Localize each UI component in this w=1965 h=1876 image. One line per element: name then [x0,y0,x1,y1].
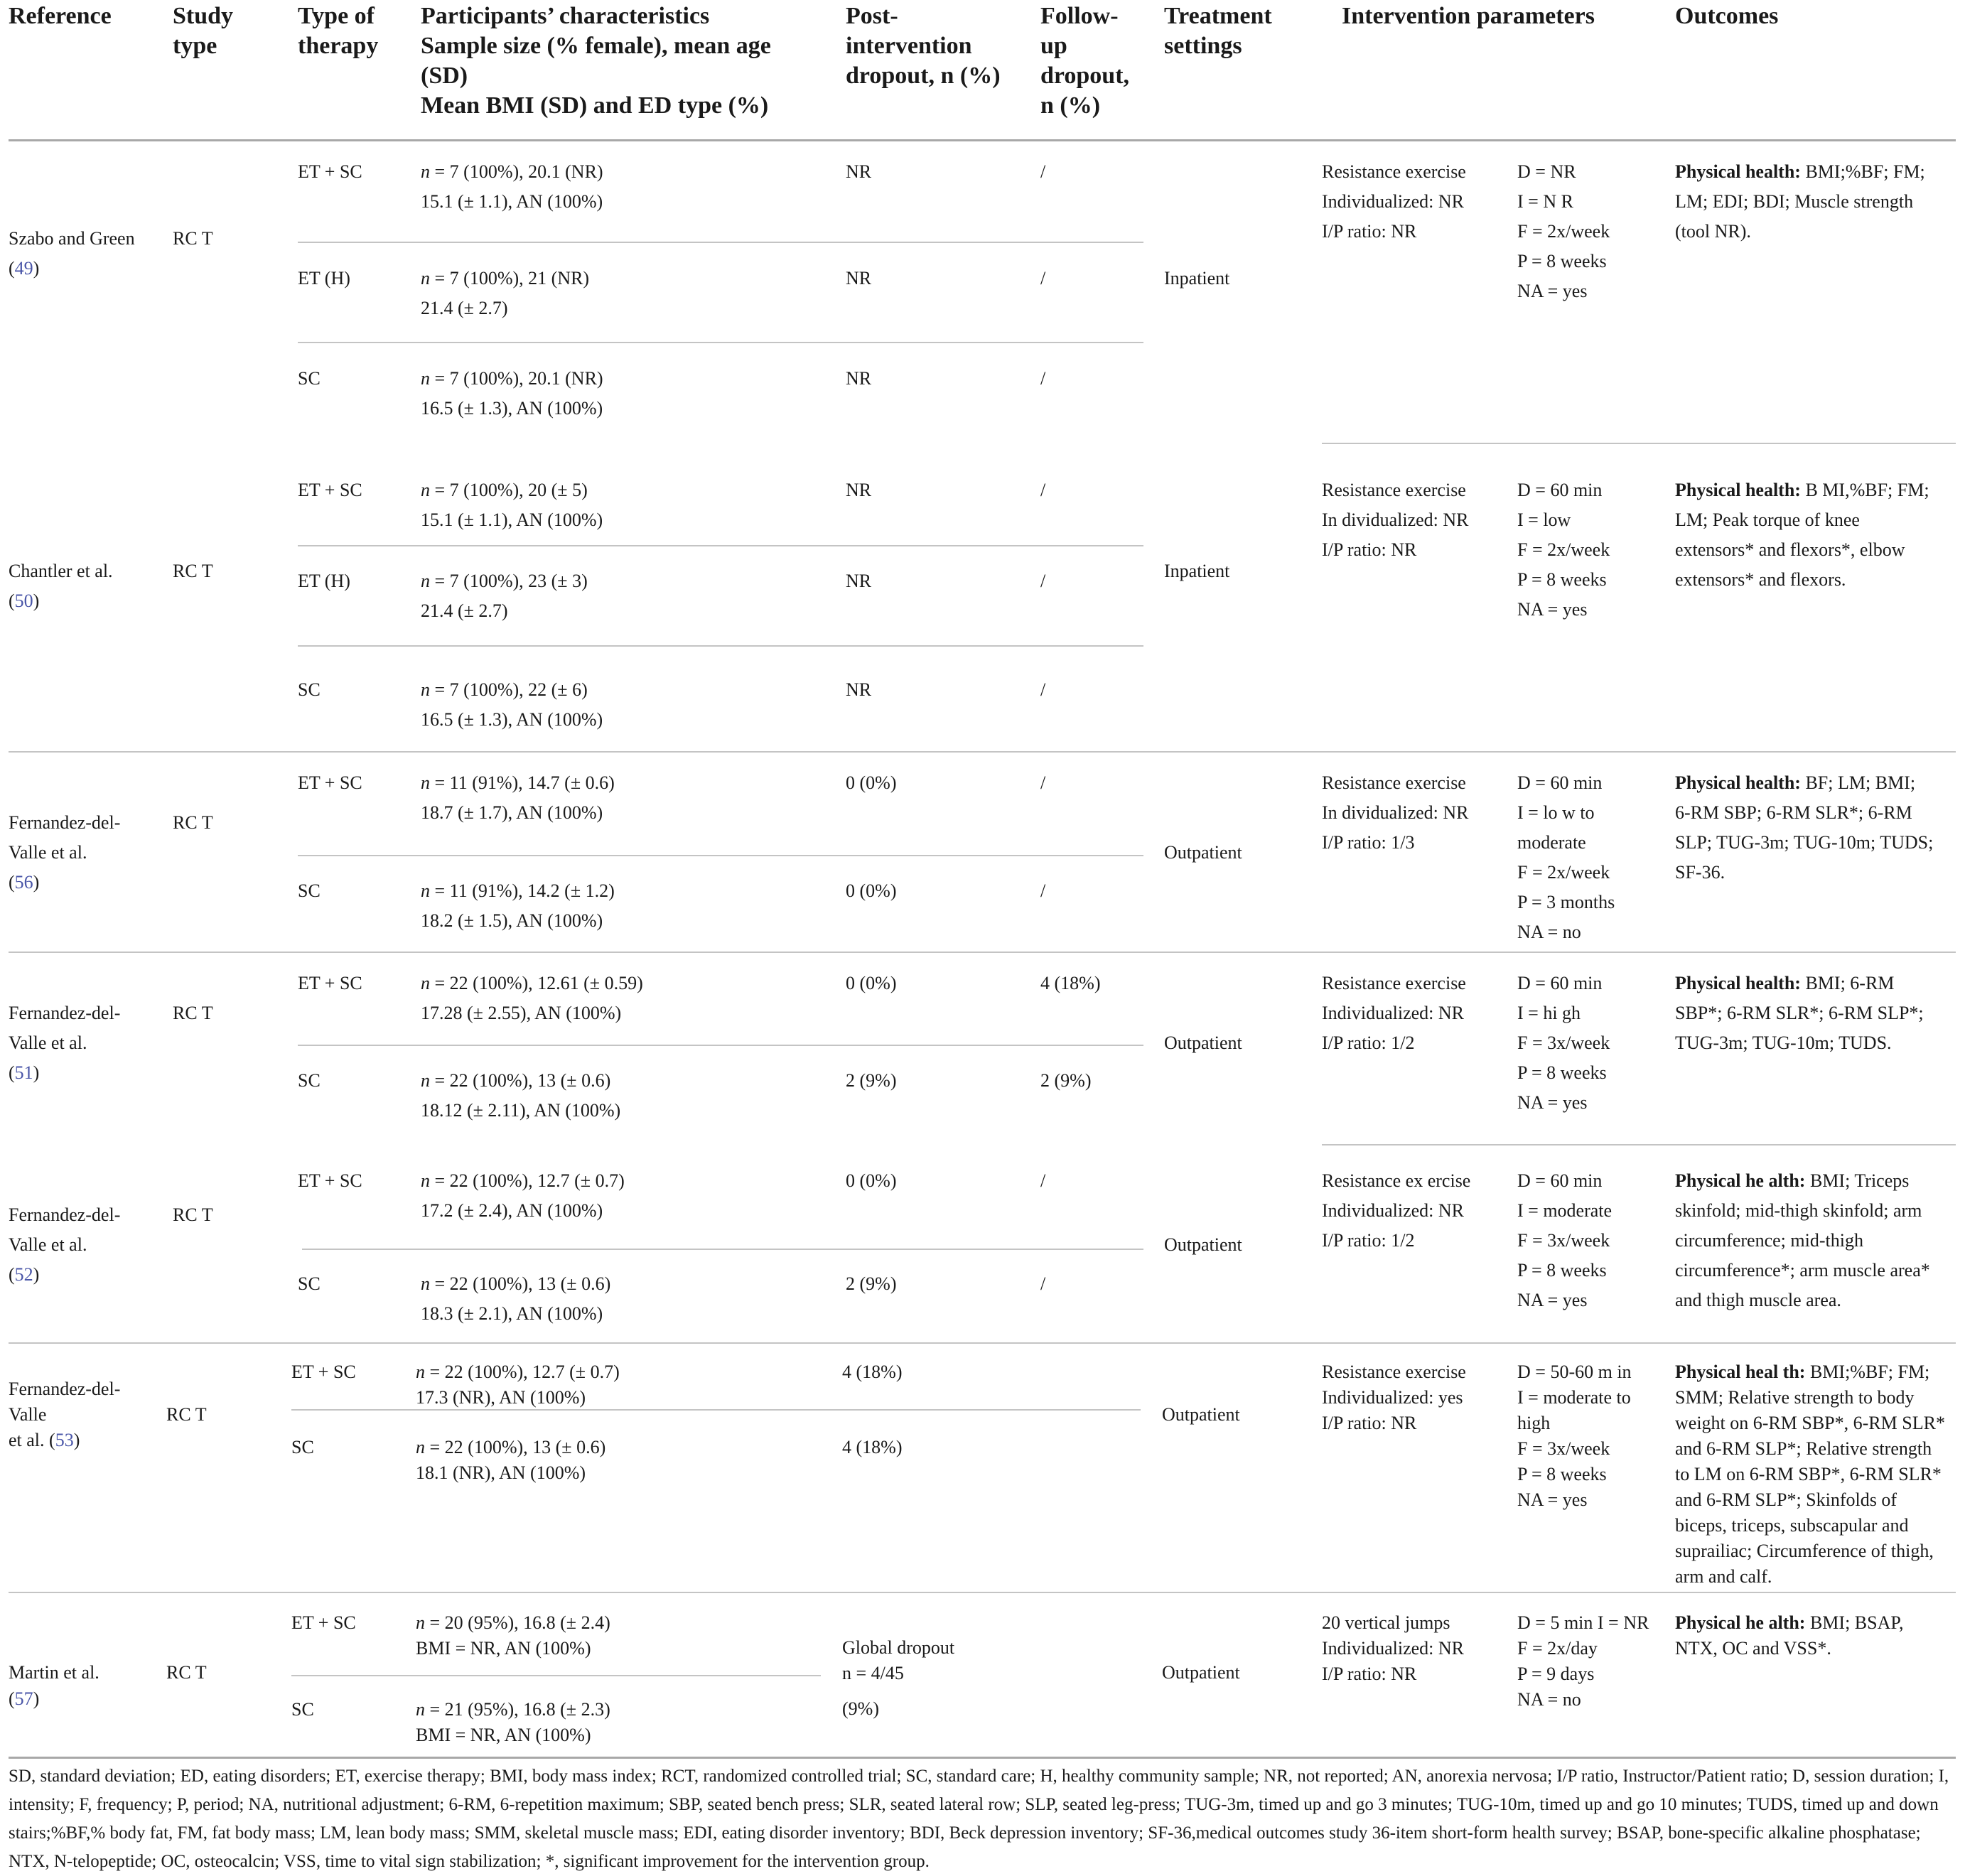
study-3-reference-2: Valle et al. [9,842,87,863]
outcome-line: skinfold; mid-thigh skinfold; arm [1675,1200,1922,1221]
header-reference: Reference [9,3,112,29]
study-3-citation: (56) [9,872,40,893]
participants-bmi: 17.2 (± 2.4), AN (100%) [421,1200,603,1221]
param-value: P = 8 weeks [1517,251,1607,271]
study-1-type: RC T [173,228,213,249]
header-study-type-2: type [173,33,217,59]
participants-bmi: 17.3 (NR), AN (100%) [416,1387,586,1408]
param-value: P = 8 weeks [1517,1062,1607,1083]
participants-bmi: 18.7 (± 1.7), AN (100%) [421,802,603,823]
citation-link[interactable]: 57 [14,1688,33,1709]
param-line: Individualized: NR [1322,1200,1465,1221]
participants-bmi: 21.4 (± 2.7) [421,298,508,318]
param-value: F = 2x/day [1517,1638,1598,1659]
participants-bmi: 16.5 (± 1.3), AN (100%) [421,398,603,419]
header-follow-1: Follow- [1040,3,1119,29]
param-value: high [1517,1413,1551,1433]
therapy-label: ET (H) [298,268,350,289]
param-value: D = 50-60 m in [1517,1362,1632,1382]
arm-divider [291,1675,821,1676]
outcome-line: circumference*; arm muscle area* [1675,1260,1930,1281]
study-divider [9,1592,1956,1593]
param-value: P = 3 months [1517,892,1615,912]
param-value: NA = yes [1517,1092,1588,1113]
outcome-line: Physical health: BMI;%BF; FM; [1675,161,1925,182]
study-7-reference: Martin et al. [9,1662,99,1683]
therapy-label: SC [298,880,321,901]
therapy-label: SC [298,368,321,389]
param-line: Resistance exercise [1322,973,1466,993]
citation-link[interactable]: 56 [14,872,33,893]
therapy-label: ET + SC [291,1612,356,1633]
param-line: In dividualized: NR [1322,510,1469,530]
citation-link[interactable]: 52 [14,1264,33,1285]
post-dropout: 4 (18%) [842,1437,903,1457]
header-post-1: Post- [846,3,898,29]
post-dropout: 0 (0%) [846,1170,897,1191]
participants-line: n = 11 (91%), 14.7 (± 0.6) [421,772,615,793]
therapy-label: SC [291,1437,314,1457]
treatment-setting: Outpatient [1164,1033,1242,1053]
participants-line: n = 22 (100%), 13 (± 0.6) [416,1437,606,1457]
outcome-line: Physical he alth: BMI; Triceps [1675,1170,1910,1191]
param-value: F = 2x/week [1517,221,1610,242]
header-therapy-1: Type of [298,3,375,29]
param-value: D = 60 min [1517,1170,1603,1191]
param-line: Individualized: NR [1322,1003,1465,1023]
participants-bmi: 15.1 (± 1.1), AN (100%) [421,191,603,212]
header-follow-3: dropout, [1040,63,1130,89]
study-7-type: RC T [166,1662,207,1683]
treatment-setting: Outpatient [1162,1404,1240,1425]
participants-line: n = 21 (95%), 16.8 (± 2.3) [416,1699,610,1720]
participants-bmi: BMI = NR, AN (100%) [416,1725,591,1745]
participants-bmi: 21.4 (± 2.7) [421,600,508,621]
header-post-2: intervention [846,33,972,59]
param-value: P = 8 weeks [1517,1464,1607,1484]
post-dropout: NR [846,368,872,389]
header-divider [9,139,1956,141]
participants-line: n = 7 (100%), 21 (NR) [421,268,590,289]
param-value: I = moderate to [1517,1387,1631,1408]
param-value: P = 8 weeks [1517,1260,1607,1281]
study-6-reference: Fernandez-del- [9,1379,121,1399]
param-value: D = NR [1517,161,1576,182]
therapy-label: SC [298,679,321,700]
study-5-type: RC T [173,1204,213,1225]
participants-bmi: 18.2 (± 1.5), AN (100%) [421,910,603,931]
treatment-setting: Inpatient [1164,268,1230,289]
post-dropout: 0 (0%) [846,772,897,793]
outcome-line: circumference; mid-thigh [1675,1230,1863,1251]
outcome-line: biceps, triceps, subscapular and [1675,1515,1909,1536]
param-line: I/P ratio: 1/3 [1322,832,1415,853]
header-participants-3: (SD) [421,63,468,89]
header-parameters: Intervention parameters [1342,3,1595,29]
therapy-label: ET + SC [298,772,362,793]
participants-line: n = 7 (100%), 22 (± 6) [421,679,588,700]
treatment-setting: Outpatient [1164,842,1242,863]
outcome-line: and 6-RM SLP*; Skinfolds of [1675,1489,1897,1510]
study-6-reference-2: Valle [9,1404,47,1425]
study-4-type: RC T [173,1003,213,1023]
param-line: I/P ratio: NR [1322,221,1417,242]
param-line: 20 vertical jumps [1322,1612,1450,1633]
param-value: F = 3x/week [1517,1438,1610,1459]
participants-line: n = 22 (100%), 12.7 (± 0.7) [416,1362,620,1382]
post-dropout: 2 (9%) [846,1070,897,1091]
study-1-citation: (49) [9,258,40,279]
therapy-label: ET + SC [291,1362,356,1382]
param-line: I/P ratio: NR [1322,1413,1417,1433]
outcome-line: extensors* and flexors*, elbow [1675,539,1905,560]
param-value: NA = no [1517,1689,1581,1710]
followup-dropout: / [1040,368,1046,389]
param-line: Individualized: NR [1322,191,1465,212]
participants-line: n = 7 (100%), 20 (± 5) [421,480,588,500]
param-value: I = N R [1517,191,1573,212]
param-value: F = 2x/week [1517,862,1610,883]
outcome-line: TUG-3m; TUG-10m; TUDS. [1675,1033,1892,1053]
param-value: NA = yes [1517,1290,1588,1310]
outcome-line: LM; EDI; BDI; Muscle strength [1675,191,1914,212]
param-value: F = 2x/week [1517,539,1610,560]
citation-link[interactable]: 50 [14,591,33,611]
param-line: I/P ratio: NR [1322,1664,1417,1684]
param-value: D = 60 min [1517,480,1603,500]
therapy-label: ET (H) [298,571,350,591]
participants-line: n = 20 (95%), 16.8 (± 2.4) [416,1612,610,1633]
param-value: D = 60 min [1517,973,1603,993]
param-line: Individualized: yes [1322,1387,1463,1408]
param-line: I/P ratio: 1/2 [1322,1033,1415,1053]
followup-dropout: / [1040,1170,1046,1191]
param-value: I = low [1517,510,1571,530]
therapy-label: ET + SC [298,161,362,182]
participants-line: n = 22 (100%), 12.7 (± 0.7) [421,1170,625,1191]
global-dropout-count: n = 4/45 [842,1663,904,1683]
outcome-line: (tool NR). [1675,221,1751,242]
outcome-line: Physical health: B MI,%BF; FM; [1675,480,1929,500]
header-participants-1: Participants’ characteristics [421,3,710,29]
outcome-line: SLP; TUG-3m; TUG-10m; TUDS; [1675,832,1934,853]
study-5-reference-2: Valle et al. [9,1234,87,1255]
param-value: D = 5 min I = NR [1517,1612,1649,1633]
param-value: F = 3x/week [1517,1230,1610,1251]
outcome-line: Physical he alth: BMI; BSAP, [1675,1612,1904,1633]
param-value: I = lo w to [1517,802,1595,823]
outcome-line: SF-36. [1675,862,1726,883]
study-2-reference: Chantler et al. [9,561,113,581]
participants-bmi: BMI = NR, AN (100%) [416,1638,591,1659]
study-divider [9,1342,1956,1344]
header-follow-4: n (%) [1040,92,1101,119]
arm-divider [291,1409,1141,1411]
global-dropout-label: Global dropout [842,1637,955,1658]
followup-dropout: / [1040,161,1046,182]
arm-divider [298,1045,1143,1046]
header-outcomes: Outcomes [1675,3,1779,29]
participants-line: n = 22 (100%), 13 (± 0.6) [421,1070,611,1091]
outcome-line: Physical health: BF; LM; BMI; [1675,772,1916,793]
study-4-reference: Fernandez-del- [9,1003,121,1023]
study-divider [9,952,1956,953]
therapy-label: ET + SC [298,1170,362,1191]
outcome-line: Physical health: BMI; 6-RM [1675,973,1895,993]
post-dropout: NR [846,480,872,500]
outcome-line: SMM; Relative strength to body [1675,1387,1915,1408]
outcome-line: 6-RM SBP; 6-RM SLR*; 6-RM [1675,802,1912,823]
arm-divider [298,545,1143,546]
param-value: D = 60 min [1517,772,1603,793]
arm-divider [302,1249,1143,1250]
therapy-label: SC [298,1273,321,1294]
study-3-type: RC T [173,812,213,833]
study-7-citation: (57) [9,1688,40,1709]
outcome-line: and 6-RM SLP*; Relative strength [1675,1438,1932,1459]
study-2-type: RC T [173,561,213,581]
participants-line: n = 7 (100%), 23 (± 3) [421,571,588,591]
outcome-line: NTX, OC and VSS*. [1675,1638,1831,1659]
outcome-line: weight on 6-RM SBP*, 6-RM SLR* [1675,1413,1945,1433]
study-2-citation: (50) [9,591,40,611]
treatment-setting: Outpatient [1162,1662,1240,1683]
header-participants-4: Mean BMI (SD) and ED type (%) [421,92,769,119]
outcome-line: arm and calf. [1675,1566,1772,1587]
followup-dropout: 2 (9%) [1040,1070,1092,1091]
param-value: NA = yes [1517,599,1588,620]
participants-line: n = 22 (100%), 13 (± 0.6) [421,1273,611,1294]
therapy-label: SC [291,1699,314,1720]
header-follow-2: up [1040,33,1067,59]
header-participants-2: Sample size (% female), mean age [421,33,771,59]
outcome-line: suprailiac; Circumference of thigh, [1675,1541,1934,1561]
outcome-line: LM; Peak torque of knee [1675,510,1860,530]
param-value: moderate [1517,832,1586,853]
study-1-reference: Szabo and Green [9,228,135,249]
participants-bmi: 18.12 (± 2.11), AN (100%) [421,1100,621,1121]
treatment-setting: Inpatient [1164,561,1230,581]
study-6-type: RC T [166,1404,207,1425]
study-4-citation: (51) [9,1062,40,1083]
followup-dropout: / [1040,772,1046,793]
arm-divider [298,342,1143,343]
param-value: I = hi gh [1517,1003,1581,1023]
header-settings-1: Treatment [1164,3,1272,29]
therapy-label: ET + SC [298,973,362,993]
therapy-label: SC [298,1070,321,1091]
participants-line: n = 11 (91%), 14.2 (± 1.2) [421,880,615,901]
arm-divider [298,645,1143,647]
post-dropout: NR [846,268,872,289]
study-5-citation: (52) [9,1264,40,1285]
outcome-line: to LM on 6-RM SBP*, 6-RM SLR* [1675,1464,1942,1484]
participants-line: n = 7 (100%), 20.1 (NR) [421,161,603,182]
table-bottom-rule [9,1757,1956,1759]
param-value: NA = yes [1517,281,1588,301]
param-line: Resistance exercise [1322,772,1466,793]
study-4-reference-2: Valle et al. [9,1033,87,1053]
outcome-line: Physical heal th: BMI;%BF; FM; [1675,1362,1930,1382]
param-line: Resistance ex ercise [1322,1170,1471,1191]
study-6-citation: et al. (53) [9,1430,80,1450]
followup-dropout: / [1040,880,1046,901]
participants-line: n = 7 (100%), 20.1 (NR) [421,368,603,389]
param-value: I = moderate [1517,1200,1613,1221]
param-line: Resistance exercise [1322,480,1466,500]
param-line: I/P ratio: NR [1322,539,1417,560]
post-dropout: 4 (18%) [842,1362,903,1382]
participants-bmi: 15.1 (± 1.1), AN (100%) [421,510,603,530]
global-dropout-percent: (9%) [842,1698,879,1719]
participants-bmi: 18.3 (± 2.1), AN (100%) [421,1303,603,1324]
param-line: Individualized: NR [1322,1638,1465,1659]
treatment-setting: Outpatient [1164,1234,1242,1255]
param-value: NA = yes [1517,1489,1588,1510]
followup-dropout: 4 (18%) [1040,973,1101,993]
table-footnote: SD, standard deviation; ED, eating disorders; ET, exercise therapy; BMI, body mass index; RCT, randomized controlled trial; SC, standard care; H, healthy community sample; NR, not reported; AN, anorexia nervosa; I/P ratio, Instructor/Patient ratio; D, session duration; I, intensity; F, frequency; P, period; NA, nutritional adjustment; 6-RM, 6-repetition maximum; SBP, seated bench press; SLR, seated lateral row; SLP, seated leg-press; TUG-3m, timed up and go 3 minutes; TUG-10m, timed up and go 10 minutes; TUDS, timed up and down stairs;%BF,% body fat, FM, fat body mass; LM, lean body mass; SMM, skeletal muscle mass; EDI, eating disorder inventory; BDI, Beck depression inventory; SF-36,medical outcomes study 36-item short-form health survey; BSAP, bone-specific alkaline phosphatase; NTX, N-telopeptide; OC, osteocalcin; VSS, time to vital sign stabilization; *, significant improvement for the intervention group. [9,1767,1949,1871]
citation-link[interactable]: 51 [14,1062,33,1083]
citation-link[interactable]: 53 [55,1430,74,1450]
header-post-3: dropout, n (%) [846,63,1001,89]
outcome-line: and thigh muscle area. [1675,1290,1841,1310]
participants-bmi: 18.1 (NR), AN (100%) [416,1462,586,1483]
therapy-label: ET + SC [298,480,362,500]
study-3-reference: Fernandez-del- [9,812,121,833]
post-dropout: 0 (0%) [846,973,897,993]
param-line: I/P ratio: 1/2 [1322,1230,1415,1251]
followup-dropout: / [1040,679,1046,700]
followup-dropout: / [1040,571,1046,591]
followup-dropout: / [1040,480,1046,500]
participants-bmi: 17.28 (± 2.55), AN (100%) [421,1003,622,1023]
arm-divider [298,242,1143,243]
header-settings-2: settings [1164,33,1242,59]
header-study-type-1: Study [173,3,234,29]
param-value: P = 8 weeks [1517,569,1607,590]
followup-dropout: / [1040,1273,1046,1294]
param-divider [1322,443,1956,444]
param-line: Resistance exercise [1322,1362,1466,1382]
param-line: In dividualized: NR [1322,802,1469,823]
followup-dropout: / [1040,268,1046,289]
outcome-line: SBP*; 6-RM SLR*; 6-RM SLP*; [1675,1003,1924,1023]
param-divider [1322,1144,1956,1145]
participants-bmi: 16.5 (± 1.3), AN (100%) [421,709,603,730]
post-dropout: NR [846,571,872,591]
outcome-line: extensors* and flexors. [1675,569,1846,590]
header-therapy-2: therapy [298,33,379,59]
param-line: Resistance exercise [1322,161,1466,182]
param-value: P = 9 days [1517,1664,1595,1684]
study-5-reference: Fernandez-del- [9,1204,121,1225]
citation-link[interactable]: 49 [14,258,33,279]
param-value: NA = no [1517,922,1581,942]
post-dropout: NR [846,161,872,182]
post-dropout: 2 (9%) [846,1273,897,1294]
param-value: F = 3x/week [1517,1033,1610,1053]
study-divider [9,751,1956,753]
participants-line: n = 22 (100%), 12.61 (± 0.59) [421,973,643,993]
post-dropout: 0 (0%) [846,880,897,901]
post-dropout: NR [846,679,872,700]
arm-divider [298,855,1143,856]
